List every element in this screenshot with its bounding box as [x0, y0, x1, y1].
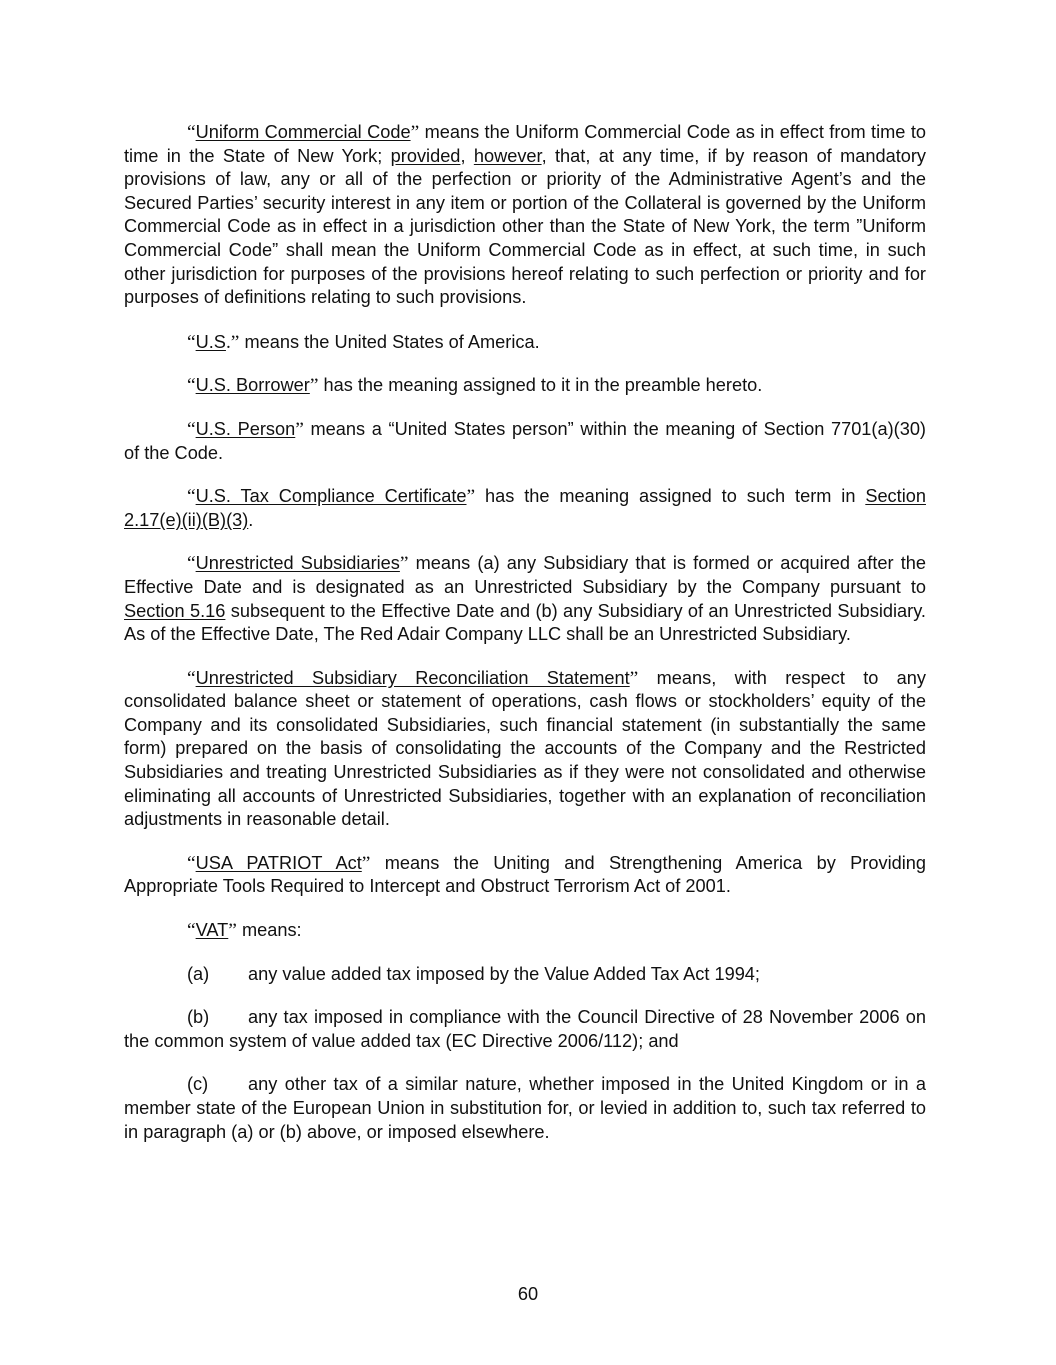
- defined-term: U.S. Tax Compliance Certificate: [195, 486, 467, 507]
- separator: ,: [460, 145, 474, 166]
- defined-term: VAT: [195, 920, 229, 941]
- close-quote: .”: [225, 331, 240, 353]
- definition-text: means the United States of America.: [239, 331, 540, 352]
- definition-text: subsequent to the Effective Date and (b) any Subsidiary of an Unrestricted Subsidiary. As of the Effective Date, The Red Adair Company LLC shall be an Unrestricted Subsidiary.: [124, 600, 926, 645]
- definition-text: , that, at any time, if by reason of mandatory provisions of law, any or all of the perfection or priority of the Administrative Agent’s and the Secured Parties’ security interest in any item or portion of the Collateral is governed by the Uniform Commercial Code as in effect in a jurisdiction other than the State of New York, the term ”Uniform Commercial Code” shall mean the Uniform Commercial Code as in effect, at such time, in such other jurisdiction for purposes of the provisions hereof relating to such perfection or priority and for purposes of definitions relating to such provisions.: [124, 145, 927, 308]
- list-label: (c): [187, 1074, 209, 1095]
- section-reference: Section 5.16: [124, 600, 226, 621]
- definition-uniform-commercial-code: [124, 121, 926, 310]
- however-term: however: [473, 145, 542, 166]
- defined-term: U.S. Borrower: [195, 375, 310, 396]
- period: .: [248, 509, 254, 530]
- definition-text: has the meaning assigned to it in the preamble hereto.: [318, 375, 763, 396]
- definition-vat: [124, 919, 926, 943]
- close-quote: ”: [399, 553, 409, 575]
- vat-item-b: [124, 1006, 926, 1053]
- defined-term: USA PATRIOT Act: [195, 852, 362, 873]
- definition-unrestricted-subsidiaries: [124, 552, 926, 646]
- list-label: (a): [187, 963, 210, 984]
- open-quote: “: [187, 667, 196, 689]
- definition-us-borrower: [124, 374, 926, 398]
- open-quote: “: [187, 920, 196, 942]
- defined-term: Unrestricted Subsidiary Reconciliation Statement: [195, 667, 630, 688]
- list-text: any value added tax imposed by the Value Added Tax Act 1994;: [248, 963, 760, 984]
- open-quote: “: [187, 418, 196, 440]
- section-reference: Section 2.17(e)(ii)(B)(3): [124, 486, 926, 530]
- list-label: (b): [187, 1007, 210, 1028]
- definition-text: means the Uniting and Strengthening America by Providing Appropriate Tools Required to Intercept and Obstruct Terrorism Act of 2001.: [124, 852, 926, 897]
- definition-us: [124, 331, 926, 355]
- defined-term: U.S: [195, 331, 226, 352]
- definition-unrestricted-subsidiary-reconciliation-statement: [124, 667, 926, 832]
- close-quote: ”: [410, 122, 420, 143]
- defined-term: U.S. Person: [195, 418, 296, 439]
- vat-item-c: [124, 1073, 926, 1144]
- close-quote: ”: [466, 486, 476, 508]
- close-quote: ”: [309, 375, 319, 397]
- definition-text: means a “United States person” within the meaning of Section 7701(a)(30) of the Code.: [124, 418, 926, 463]
- defined-term: Unrestricted Subsidiaries: [195, 553, 400, 574]
- defined-term: Uniform Commercial Code: [195, 122, 411, 142]
- open-quote: “: [187, 852, 196, 874]
- list-text: any other tax of a similar nature, whether imposed in the United Kingdom or in a member state of the European Union in substitution for, or levied in addition to, such tax referred to in paragraph (a) or (b) above, or imposed elsewhere.: [124, 1074, 926, 1142]
- definition-text: means the Uniform Commercial Code as in effect from time to time in the State of New York;: [124, 122, 926, 166]
- vat-item-a: [124, 963, 926, 987]
- definition-text: has the meaning assigned to such term in: [475, 486, 866, 507]
- close-quote: ”: [629, 667, 639, 689]
- list-text: any tax imposed in compliance with the Council Directive of 28 November 2006 on the common system of value added tax (EC Directive 2006/112); and: [124, 1007, 926, 1051]
- open-quote: “: [187, 375, 196, 397]
- open-quote: “: [187, 331, 196, 353]
- definition-us-tax-compliance-certificate: [124, 485, 926, 532]
- close-quote: ”: [361, 852, 371, 874]
- open-quote: “: [187, 553, 196, 575]
- close-quote: ”: [228, 920, 237, 942]
- page-number: 60: [517, 1284, 539, 1304]
- close-quote: ”: [295, 418, 304, 440]
- definition-us-person: [124, 418, 926, 465]
- provided-term: provided: [390, 145, 461, 166]
- document-page: [124, 121, 926, 1164]
- definition-usa-patriot-act: [124, 852, 926, 899]
- definition-text: means (a) any Subsidiary that is formed or acquired after the Effective Date and is designated as an Unrestricted Subsidiary by the Company pursuant to: [124, 553, 926, 597]
- open-quote: “: [187, 486, 196, 508]
- definition-text: means, with respect to any consolidated balance sheet or statement of operations, cash flows or stockholders’ equity of the Company and its consolidated Subsidiaries, such financial statement (in substantially the same form) prepared on the basis of consolidating the accounts of the Company and the Restricted Subsidiaries and treating Unrestricted Subsidiaries as if they were not consolidated and otherwise eliminating all accounts of Unrestricted Subsidiaries, together with an explanation of reconciliation adjustments in reasonable detail.: [124, 667, 927, 830]
- open-quote: “: [187, 122, 196, 143]
- definition-text: means:: [236, 920, 302, 941]
